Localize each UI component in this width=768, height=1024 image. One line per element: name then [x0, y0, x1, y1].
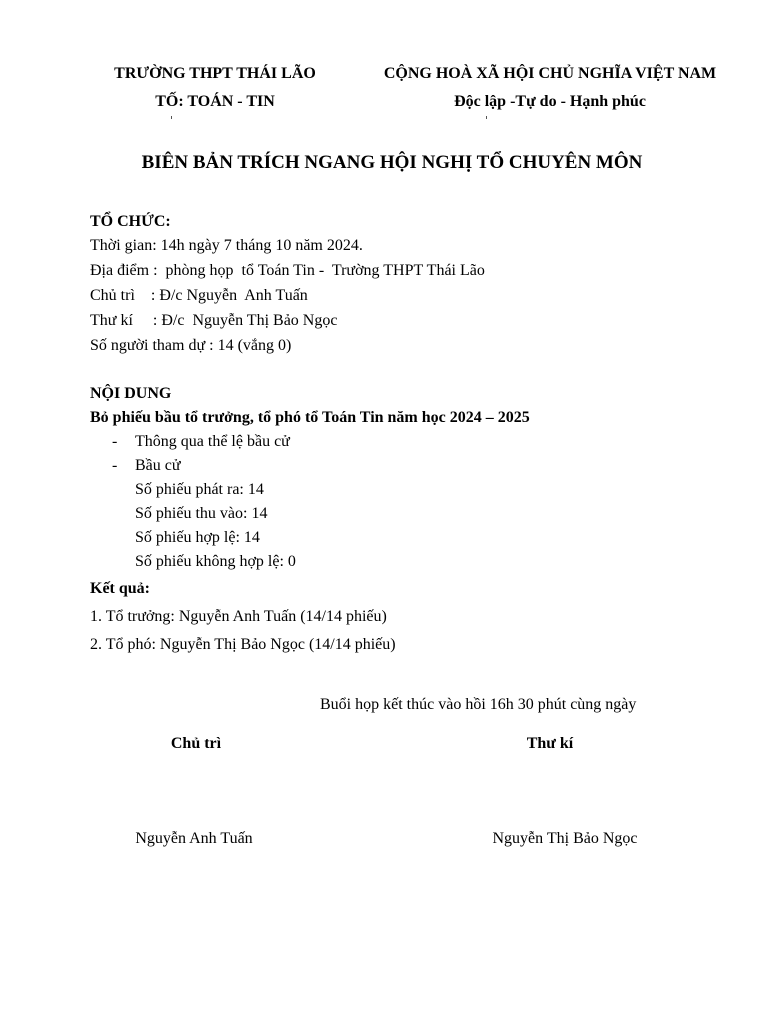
bullet-item: Thông qua thể lệ bầu cử	[135, 433, 290, 450]
content-subheading: Bỏ phiếu bầu tổ trưởng, tổ phó tổ Toán Tin năm học 2024 – 2025	[90, 409, 530, 426]
national-motto: Độc lập -Tự do - Hạnh phúc	[454, 93, 646, 110]
vote-detail: Số phiếu không hợp lệ: 0	[135, 553, 296, 570]
organization-heading: TỔ CHỨC:	[90, 213, 171, 230]
department-name: TỐ: TOÁN - TIN	[155, 93, 275, 110]
result-item: 1. Tổ trưởng: Nguyễn Anh Tuấn (14/14 phiếu)	[90, 608, 387, 625]
meeting-chair: Chủ trì : Đ/c Nguyễn Anh Tuấn	[90, 287, 308, 304]
vote-detail: Số phiếu thu vào: 14	[135, 505, 268, 522]
bullet-item: Bầu cử	[135, 457, 181, 474]
country-name: CỘNG HOÀ XÃ HỘI CHỦ NGHĨA VIỆT NAM	[383, 65, 717, 82]
vote-detail: Số phiếu hợp lệ: 14	[135, 529, 260, 546]
chair-signature-title: Chủ trì	[170, 735, 222, 752]
result-heading: Kết quả:	[90, 580, 150, 597]
header-left-underline-mark	[171, 116, 172, 119]
header-right-underline-mark	[486, 116, 487, 119]
chair-signature-name: Nguyễn Anh Tuấn	[135, 830, 253, 847]
school-name: TRƯỜNG THPT THÁI LÃO	[114, 65, 316, 82]
meeting-secretary: Thư kí : Đ/c Nguyễn Thị Bảo Ngọc	[90, 312, 338, 329]
closing-statement: Buổi họp kết thúc vào hồi 16h 30 phút cùng ngày	[320, 696, 637, 713]
result-item: 2. Tổ phó: Nguyễn Thị Bảo Ngọc (14/14 phiếu)	[90, 636, 396, 653]
document-title: BIÊN BẢN TRÍCH NGANG HỘI NGHỊ TỔ CHUYÊN MÔN	[141, 152, 643, 173]
bullet-marker: -	[112, 433, 118, 450]
meeting-attendees: Số người tham dự : 14 (vắng 0)	[90, 337, 292, 354]
bullet-marker: -	[112, 457, 118, 474]
meeting-location: Địa điểm : phòng họp tổ Toán Tin - Trường THPT Thái Lão	[90, 262, 485, 279]
meeting-time: Thời gian: 14h ngày 7 tháng 10 năm 2024.	[90, 237, 363, 254]
vote-detail: Số phiếu phát ra: 14	[135, 481, 264, 498]
secretary-signature-name: Nguyễn Thị Bảo Ngọc	[492, 830, 638, 847]
secretary-signature-title: Thư kí	[526, 735, 574, 752]
content-heading: NỘI DUNG	[90, 385, 172, 402]
